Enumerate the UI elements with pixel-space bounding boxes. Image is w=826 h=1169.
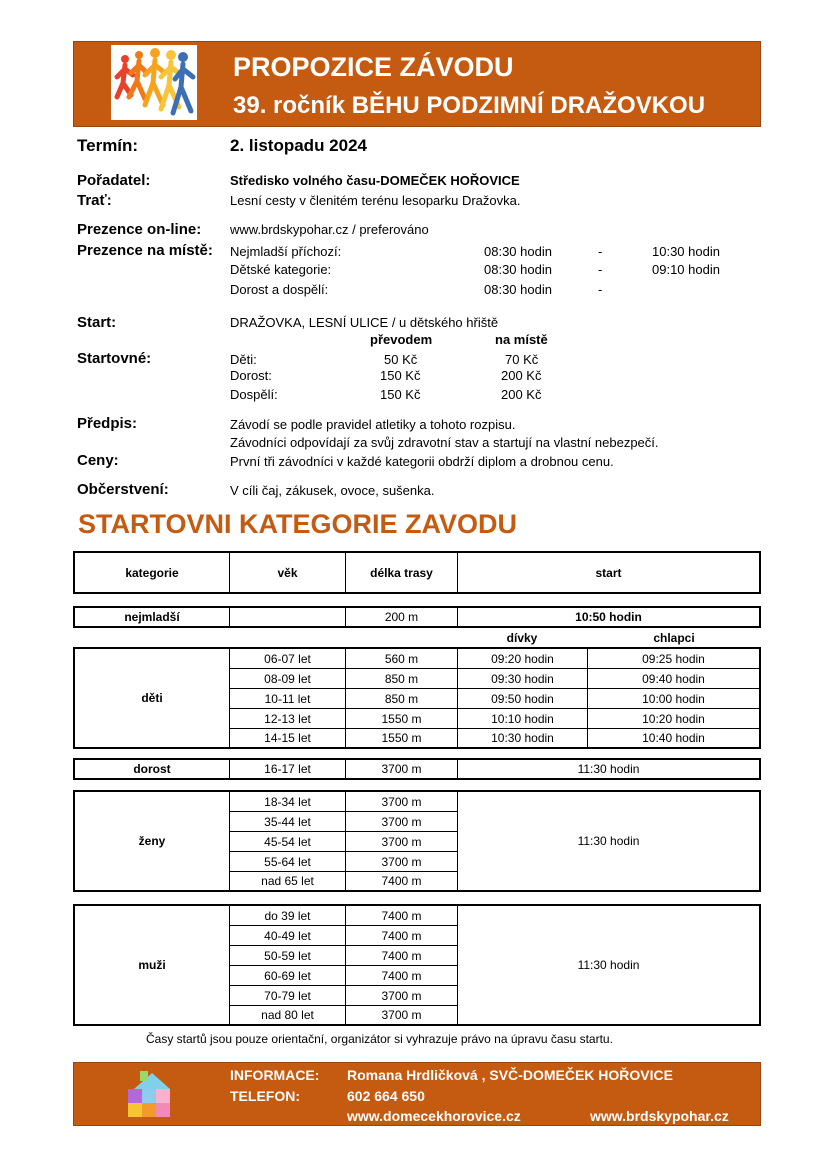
dorost-vek: 16-17 let [230, 760, 346, 778]
header-delka: délka trasy [346, 553, 458, 592]
zeny-delka: 7400 m [346, 872, 458, 890]
muzi-vek: 50-59 let [230, 946, 346, 966]
fee-place: 200 Kč [501, 368, 542, 383]
misto-row-dash: - [598, 244, 603, 259]
header-start: start [595, 565, 622, 580]
fee-name: Děti: [230, 352, 257, 367]
deti-table [73, 647, 761, 749]
zeny-table [73, 790, 761, 892]
deti-chlapci: 10:40 hodin [642, 731, 705, 745]
muzi-delka: 7400 m [346, 946, 458, 966]
deti-vek: 12-13 let [230, 709, 346, 729]
categories-title: STARTOVNI KATEGORIE ZAVODU [78, 509, 518, 539]
termin-value: 2. listopadu 2024 [230, 136, 367, 155]
zeny-delka: 3700 m [346, 812, 458, 832]
online-label: Prezence on-line: [77, 221, 202, 238]
misto-row-from: 08:30 hodin [484, 262, 552, 277]
misto-row-to: 10:30 hodin [652, 244, 720, 259]
header-subtitle: 39. ročník BĚHU PODZIMNÍ DRAŽOVKOU [233, 92, 706, 119]
trat-value: Lesní cesty v členitém terénu lesoparku Dražovka. [230, 193, 521, 208]
muzi-vek: do 39 let [230, 906, 346, 926]
muzi-delka: 3700 m [346, 1006, 458, 1024]
fee-name: Dorost: [230, 368, 272, 383]
dorost-start: 11:30 hodin [577, 762, 640, 776]
header-vek: věk [230, 553, 346, 592]
muzi-name: muži [75, 906, 230, 1024]
zeny-delka: 3700 m [346, 852, 458, 872]
zeny-delka: 3700 m [346, 792, 458, 812]
subheader-chlapci: chlapci [653, 631, 695, 645]
footer-web-domecek[interactable]: www.domecekhorovice.cz [347, 1108, 521, 1124]
muzi-vek: 70-79 let [230, 986, 346, 1006]
dorost-row [73, 758, 761, 780]
zeny-name: ženy [75, 792, 230, 890]
muzi-vek: 40-49 let [230, 926, 346, 946]
fee-header-place: na místě [495, 332, 548, 347]
nejmladsi-vek [230, 608, 346, 626]
muzi-table [73, 904, 761, 1026]
deti-chlapci: 09:25 hodin [588, 649, 759, 669]
misto-row-from: 08:30 hodin [484, 244, 552, 259]
misto-row-name: Dorost a dospělí: [230, 282, 329, 297]
online-value: www.brdskypohar.cz / preferováno [230, 222, 429, 237]
deti-vek: 08-09 let [230, 669, 346, 689]
zeny-vek: 45-54 let [230, 832, 346, 852]
zeny-vek: nad 65 let [230, 872, 346, 890]
start-label: Start: [77, 314, 117, 331]
muzi-start: 11:30 hodin [577, 958, 640, 972]
misto-row-from: 08:30 hodin [484, 282, 552, 297]
footer-info-value: Romana Hrdličková , SVČ-DOMEČEK HOŘOVICE [347, 1067, 673, 1083]
zeny-start: 11:30 hodin [577, 834, 640, 848]
poradatel-value: Středisko volného času-DOMEČEK HOŘOVICE [230, 173, 520, 188]
misto-row-name: Dětské kategorie: [230, 262, 332, 277]
obcerstveni-value: V cíli čaj, zákusek, ovoce, sušenka. [230, 483, 435, 498]
deti-delka: 1550 m [346, 729, 458, 747]
deti-vek: 14-15 let [230, 729, 346, 747]
footer-web-brdskypohar[interactable]: www.brdskypohar.cz [590, 1108, 729, 1124]
deti-chlapci: 10:00 hodin [588, 689, 759, 709]
nejmladsi-delka: 200 m [346, 608, 458, 626]
predpis-label: Předpis: [77, 415, 138, 432]
header-kategorie: kategorie [75, 553, 230, 592]
fee-place: 200 Kč [501, 387, 542, 402]
deti-chlapci: 10:20 hodin [588, 709, 759, 729]
obcerstveni-label: Občerstvení: [77, 481, 169, 498]
nejmladsi-start: 10:50 hodin [575, 610, 642, 624]
misto-row-dash: - [598, 262, 603, 277]
footer-info-label: INFORMACE: [230, 1067, 320, 1083]
deti-delka: 560 m [346, 649, 458, 669]
deti-divky: 09:50 hodin [458, 689, 588, 709]
fee-transfer: 150 Kč [380, 387, 421, 402]
termin-label: Termín: [77, 136, 139, 155]
fee-name: Dospělí: [230, 387, 278, 402]
ceny-label: Ceny: [77, 452, 119, 469]
zeny-vek: 55-64 let [230, 852, 346, 872]
zeny-vek: 18-34 let [230, 792, 346, 812]
deti-divky: 09:30 hodin [458, 669, 588, 689]
muzi-delka: 7400 m [346, 906, 458, 926]
ceny-value: První tři závodníci v každé kategorii obdrží diplom a drobnou cenu. [230, 454, 614, 469]
predpis-line2: Závodníci odpovídají za svůj zdravotní stav a startují na vlastní nebezpečí. [230, 435, 659, 450]
misto-row-name: Nejmladší příchozí: [230, 244, 342, 259]
footer-banner [73, 1062, 761, 1126]
zeny-delka: 3700 m [346, 832, 458, 852]
fee-header-transfer: převodem [370, 332, 433, 347]
misto-row-dash: - [598, 282, 603, 297]
subheader-divky: dívky [506, 631, 538, 645]
house-logo-icon [124, 1069, 180, 1119]
deti-divky: 10:10 hodin [458, 709, 588, 729]
dorost-name: dorost [75, 760, 230, 778]
deti-vek: 10-11 let [230, 689, 346, 709]
dorost-delka: 3700 m [346, 760, 458, 778]
header-title: PROPOZICE ZÁVODU [233, 52, 514, 82]
misto-label: Prezence na místě: [77, 242, 213, 259]
start-times-note: Časy startů jsou pouze orientační, organizátor si vyhrazuje právo na úpravu času startu. [146, 1032, 613, 1046]
deti-delka: 1550 m [346, 709, 458, 729]
deti-name: děti [75, 649, 230, 747]
muzi-delka: 7400 m [346, 926, 458, 946]
deti-delka: 850 m [346, 669, 458, 689]
deti-vek: 06-07 let [230, 649, 346, 669]
muzi-delka: 3700 m [346, 986, 458, 1006]
deti-divky: 09:20 hodin [458, 649, 588, 669]
deti-delka: 850 m [346, 689, 458, 709]
fee-place: 70 Kč [505, 352, 539, 367]
runners-logo-icon [111, 45, 197, 120]
zeny-vek: 35-44 let [230, 812, 346, 832]
fee-transfer: 150 Kč [380, 368, 421, 383]
deti-chlapci: 09:40 hodin [588, 669, 759, 689]
fee-transfer: 50 Kč [384, 352, 418, 367]
categories-header-table [73, 551, 761, 594]
header-banner [73, 41, 761, 127]
startovne-label: Startovné: [77, 350, 152, 367]
footer-phone-value: 602 664 650 [347, 1088, 425, 1104]
nejmladsi-row [73, 606, 761, 628]
predpis-line1: Závodí se podle pravidel atletiky a tohoto rozpisu. [230, 417, 516, 432]
muzi-vek: nad 80 let [230, 1006, 346, 1024]
nejmladsi-name: nejmladší [75, 608, 230, 626]
deti-divky: 10:30 hodin [458, 729, 588, 747]
start-value: DRAŽOVKA, LESNÍ ULICE / u dětského hřiště [230, 315, 499, 330]
poradatel-label: Pořadatel: [77, 172, 151, 189]
muzi-delka: 7400 m [346, 966, 458, 986]
muzi-vek: 60-69 let [230, 966, 346, 986]
misto-row-to: 09:10 hodin [652, 262, 720, 277]
trat-label: Trať: [77, 192, 112, 209]
footer-phone-label: TELEFON: [230, 1088, 300, 1104]
